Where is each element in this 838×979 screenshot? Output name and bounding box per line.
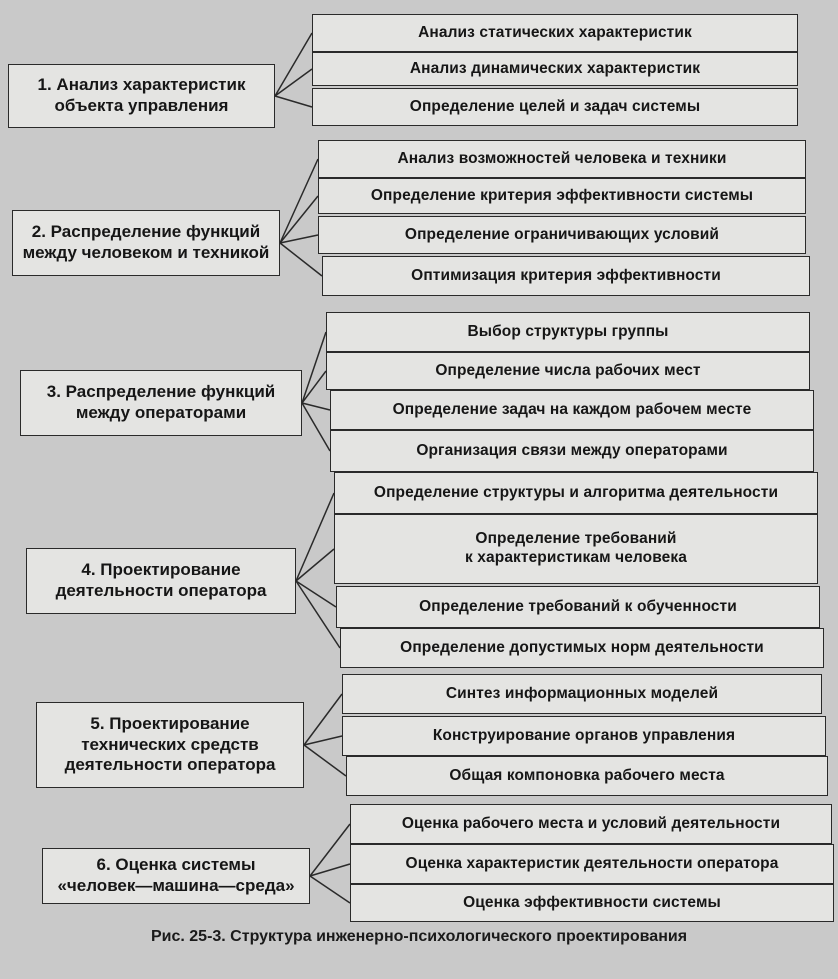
stage-3-item-4: Организация связи между операторами bbox=[330, 430, 814, 472]
stage-box-5: 5. Проектирование технических средств деятельности оператора bbox=[36, 702, 304, 788]
stage-2-item-2: Определение критерия эффективности системы bbox=[318, 178, 806, 214]
connector-6-2 bbox=[310, 864, 350, 876]
stage-6-item-1: Оценка рабочего места и условий деятельности bbox=[350, 804, 832, 844]
stage-5-item-1: Синтез информационных моделей bbox=[342, 674, 822, 714]
stage-4-item-4: Определение допустимых норм деятельности bbox=[340, 628, 824, 668]
stage-3-item-1: Выбор структуры группы bbox=[326, 312, 810, 352]
stage-box-6: 6. Оценка системы «человек—машина—среда» bbox=[42, 848, 310, 904]
stage-5-item-3: Общая компоновка рабочего места bbox=[346, 756, 828, 796]
connector-3-4 bbox=[302, 403, 330, 451]
connector-1-2 bbox=[275, 69, 312, 96]
stage-4-item-1: Определение структуры и алгоритма деятельности bbox=[334, 472, 818, 514]
stage-1-item-1: Анализ статических характеристик bbox=[312, 14, 798, 52]
stage-6-item-3: Оценка эффективности системы bbox=[350, 884, 834, 922]
stage-3-item-2: Определение числа рабочих мест bbox=[326, 352, 810, 390]
connector-3-1 bbox=[302, 332, 326, 403]
connector-4-3 bbox=[296, 581, 336, 607]
connector-4-4 bbox=[296, 581, 340, 648]
connector-3-2 bbox=[302, 371, 326, 403]
stage-5-item-2: Конструирование органов управления bbox=[342, 716, 826, 756]
connector-1-3 bbox=[275, 96, 312, 107]
stage-4-item-3: Определение требований к обученности bbox=[336, 586, 820, 628]
connector-2-4 bbox=[280, 243, 322, 276]
stage-6-item-2: Оценка характеристик деятельности оператора bbox=[350, 844, 834, 884]
connector-4-2 bbox=[296, 549, 334, 581]
stage-box-3: 3. Распределение функций между операторами bbox=[20, 370, 302, 436]
figure-caption: Рис. 25-3. Структура инженерно-психологического проектирования bbox=[150, 928, 688, 945]
connector-2-1 bbox=[280, 159, 318, 243]
connector-6-3 bbox=[310, 876, 350, 903]
stage-1-item-2: Анализ динамических характеристик bbox=[312, 52, 798, 86]
stage-2-item-1: Анализ возможностей человека и техники bbox=[318, 140, 806, 178]
stage-box-4: 4. Проектирование деятельности оператора bbox=[26, 548, 296, 614]
stage-box-2: 2. Распределение функций между человеком и техникой bbox=[12, 210, 280, 276]
stage-2-item-3: Определение ограничивающих условий bbox=[318, 216, 806, 254]
stage-2-item-4: Оптимизация критерия эффективности bbox=[322, 256, 810, 296]
connector-5-3 bbox=[304, 745, 346, 776]
connector-4-1 bbox=[296, 493, 334, 581]
stage-3-item-3: Определение задач на каждом рабочем месте bbox=[330, 390, 814, 430]
stage-1-item-3: Определение целей и задач системы bbox=[312, 88, 798, 126]
connector-6-1 bbox=[310, 824, 350, 876]
connector-1-1 bbox=[275, 33, 312, 96]
stage-4-item-2: Определение требований к характеристикам человека bbox=[334, 514, 818, 584]
stage-box-1: 1. Анализ характеристик объекта управления bbox=[8, 64, 275, 128]
